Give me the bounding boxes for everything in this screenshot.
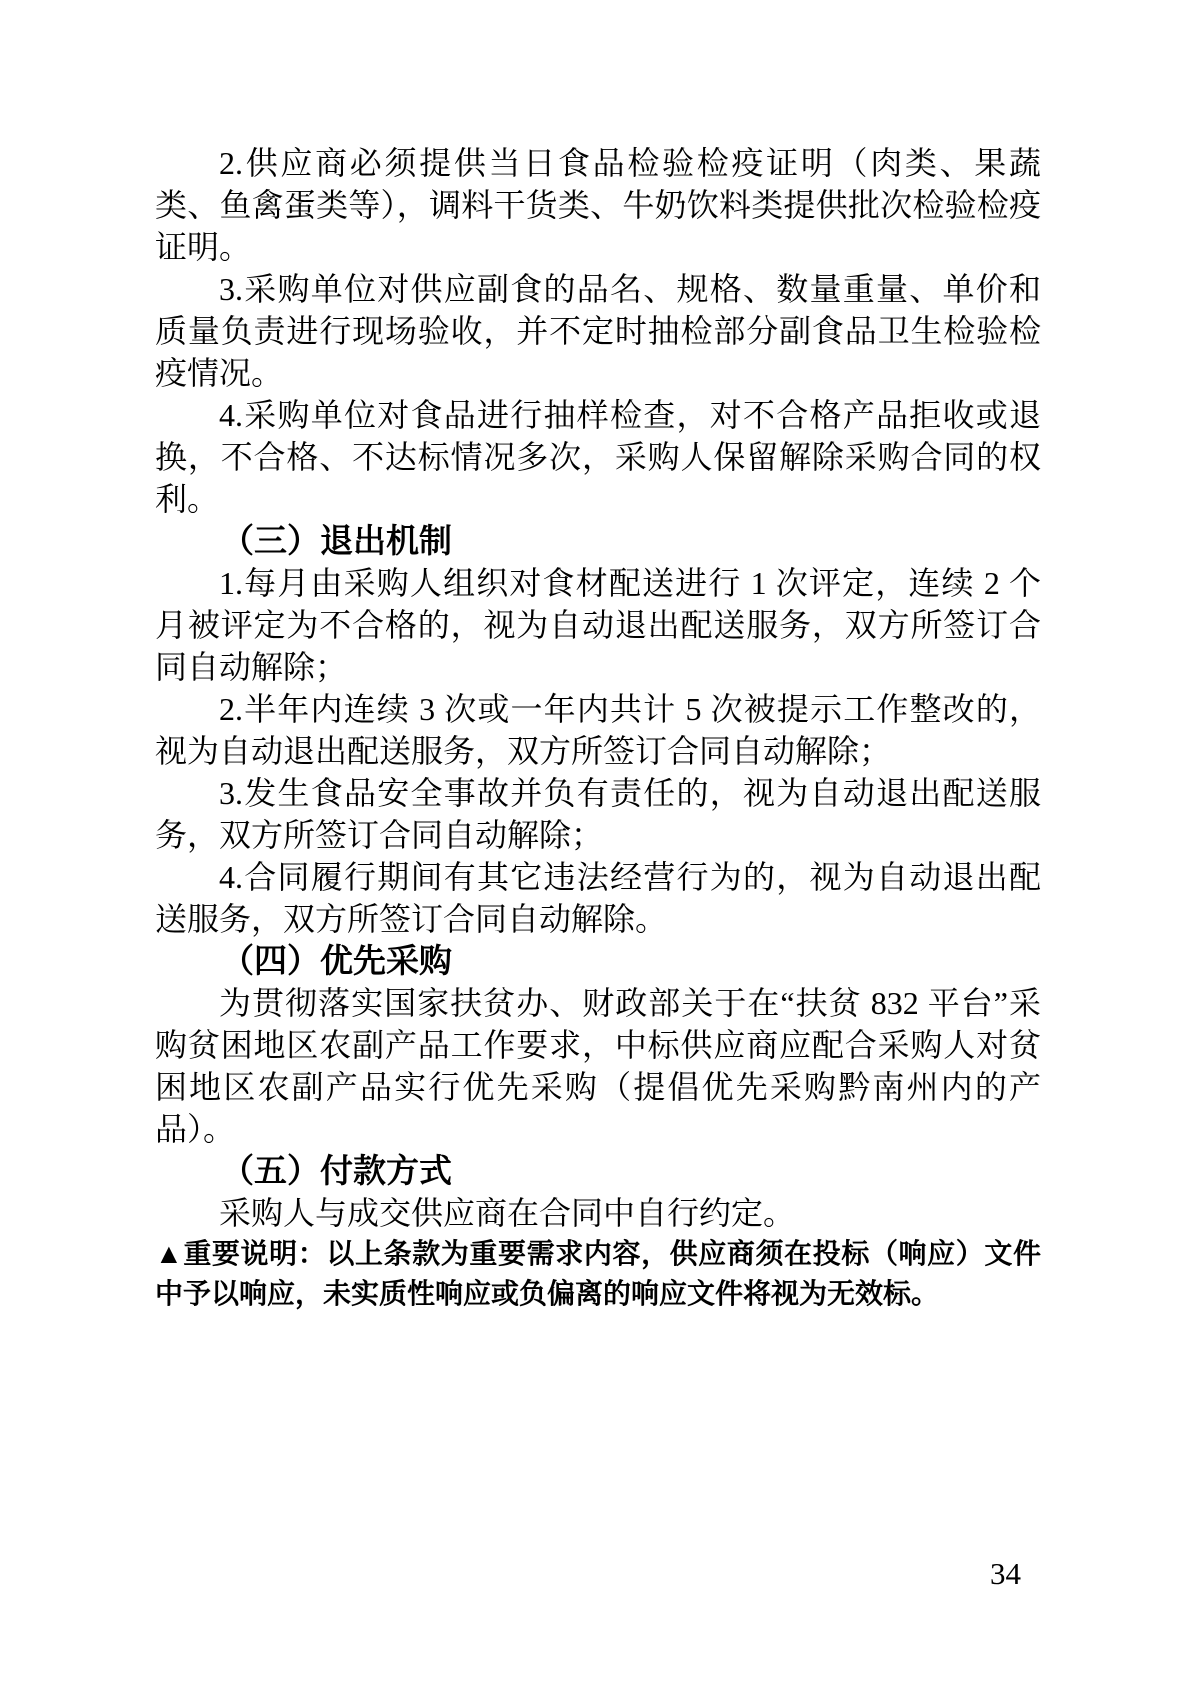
heading-payment-method: （五）付款方式 <box>221 1152 452 1189</box>
para-illegal-operation: 4.合同履行期间有其它违法经营行为的，视为自动退出配送服务，双方所签订合同自动解除。 <box>155 859 1041 937</box>
para-sampling-inspection: 4.采购单位对食品进行抽样检查，对不合格产品拒收或退换，不合格、不达标情况多次，采购人保留解除采购合同的权利。 <box>155 397 1041 517</box>
para-payment-agreement: 采购人与成交供应商在合同中自行约定。 <box>219 1195 796 1231</box>
para-onsite-acceptance: 3.采购单位对供应副食的品名、规格、数量重量、单价和质量负责进行现场验收，并不定时抽检部分副食品卫生检验检疫情况。 <box>155 271 1041 391</box>
important-note: ▲重要说明：以上条款为重要需求内容，供应商须在投标（响应）文件中予以响应，未实质性响应或负偏离的响应文件将视为无效标。 <box>155 1238 1041 1309</box>
document-body <box>155 142 1041 1314</box>
heading-priority-procurement: （四）优先采购 <box>221 942 452 979</box>
page-number: 34 <box>990 1556 1021 1591</box>
para-supplier-inspection-certificates: 2.供应商必须提供当日食品检验检疫证明（肉类、果蔬类、鱼禽蛋类等），调料干货类、牛奶饮料类提供批次检验检疫证明。 <box>155 145 1041 265</box>
para-monthly-evaluation: 1.每月由采购人组织对食材配送进行 1 次评定，连续 2 个月被评定为不合格的，视为自动退出配送服务，双方所签订合同自动解除； <box>155 565 1041 685</box>
para-rectification-notices: 2.半年内连续 3 次或一年内共计 5 次被提示工作整改的，视为自动退出配送服务，双方所签订合同自动解除； <box>155 691 1041 769</box>
heading-exit-mechanism: （三）退出机制 <box>221 522 452 559</box>
para-food-safety-incident: 3.发生食品安全事故并负有责任的，视为自动退出配送服务，双方所签订合同自动解除； <box>155 775 1041 853</box>
para-poverty-alleviation-platform: 为贯彻落实国家扶贫办、财政部关于在“扶贫 832 平台”采购贫困地区农副产品工作要求，中标供应商应配合采购人对贫困地区农副产品实行优先采购（提倡优先采购黔南州内的产品）。 <box>155 985 1041 1147</box>
